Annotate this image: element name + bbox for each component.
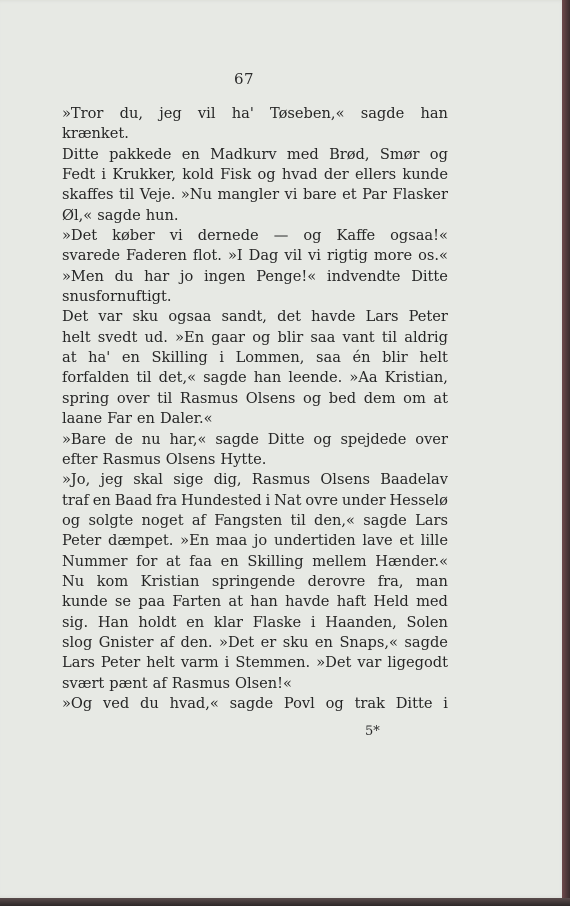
word: med: [416, 593, 448, 611]
text-line: [62, 165, 448, 185]
word: Far: [107, 410, 132, 428]
word: helt: [62, 328, 91, 346]
word: gaar: [211, 328, 246, 346]
word: Snaps,«: [339, 633, 398, 651]
word: at: [228, 593, 243, 611]
word: man: [415, 572, 448, 590]
word: efter: [62, 450, 98, 468]
word: derovre: [307, 572, 366, 590]
word: Par: [362, 186, 387, 204]
text-line: [62, 185, 448, 205]
word: undertiden: [273, 532, 356, 550]
word: svedt: [97, 328, 138, 346]
word: den.: [180, 633, 213, 651]
word: sagde: [203, 369, 247, 387]
text-line: [62, 674, 448, 694]
word: kold: [182, 166, 214, 184]
word: Brød,: [329, 145, 370, 163]
word: ogsaa: [168, 308, 212, 326]
word: helt: [146, 654, 175, 672]
word: Solen: [406, 613, 448, 631]
word: en: [220, 552, 239, 570]
word: Peter: [62, 532, 102, 550]
word: Skilling: [247, 552, 304, 570]
word: ogsaa!«: [390, 227, 448, 245]
word: forfalden: [62, 369, 130, 387]
word: havde: [311, 308, 356, 326]
text-line: [62, 368, 448, 388]
word: og: [303, 227, 322, 245]
word: en: [186, 613, 205, 631]
word: hvad,«: [169, 694, 219, 712]
word: »Det: [219, 633, 255, 651]
text-line: [62, 267, 448, 287]
word: en: [314, 633, 333, 651]
word: ellers: [355, 166, 397, 184]
word: dæmpet.: [108, 532, 174, 550]
word: Øl,«: [62, 206, 93, 224]
word: helt: [419, 349, 448, 367]
word: ingen: [204, 267, 246, 285]
word: Hytte.: [220, 450, 267, 468]
word: af: [152, 674, 167, 692]
word: havde: [285, 593, 330, 611]
word: Flasker: [392, 186, 448, 204]
word: Kaffe: [336, 227, 376, 245]
word: og: [252, 328, 271, 346]
word: »Tror: [62, 105, 104, 122]
word: at: [62, 349, 77, 367]
word: han: [253, 369, 282, 387]
text-line: [62, 531, 448, 551]
word: pænt: [109, 674, 148, 692]
text-line: [62, 694, 448, 714]
word: Hundested: [180, 491, 262, 509]
word: Kristian,: [384, 369, 448, 387]
word: kunde: [402, 166, 448, 184]
word: »En: [180, 532, 210, 550]
word: —: [273, 227, 289, 245]
word: ud.: [144, 328, 168, 346]
word: solgte: [88, 511, 134, 529]
word: var: [98, 308, 123, 326]
text-line: [62, 491, 448, 511]
word: med: [286, 145, 319, 163]
word: »I: [227, 247, 243, 265]
word: i: [443, 694, 448, 712]
text-line: [62, 206, 448, 226]
word: ligegodt: [387, 654, 448, 672]
word: Hesselø: [389, 491, 448, 509]
text-line: [62, 613, 448, 633]
word: Rasmus: [102, 450, 161, 468]
word: Dag: [248, 247, 279, 265]
word: hvad: [281, 166, 318, 184]
word: vi: [308, 247, 321, 265]
text-line: [62, 450, 448, 470]
word: Ditte: [267, 430, 305, 448]
word: Gnister: [98, 633, 154, 651]
word: Lars: [415, 511, 448, 529]
word: springende: [211, 572, 296, 590]
word: Han: [97, 613, 129, 631]
word: Peter: [100, 654, 141, 672]
word: paa: [138, 593, 166, 611]
word: han: [420, 105, 448, 122]
text-line: [62, 307, 448, 327]
word: jo: [253, 532, 268, 550]
word: Kristian: [140, 572, 200, 590]
word: Ditte: [411, 267, 448, 285]
word: Rasmus: [171, 674, 230, 692]
word: der: [323, 166, 349, 184]
word: os.«: [418, 247, 448, 265]
word: Lars: [62, 654, 95, 672]
word: saa: [316, 349, 341, 367]
word: vil: [284, 247, 303, 265]
word: køber: [112, 227, 155, 245]
word: »Aa: [349, 369, 378, 387]
word: var: [357, 654, 382, 672]
word: og: [325, 694, 344, 712]
text-line: [62, 653, 448, 673]
word: hun.: [145, 206, 179, 224]
word: »Nu: [180, 186, 212, 204]
word: den,«: [314, 511, 355, 529]
word: svarede: [62, 247, 121, 265]
word: det: [277, 308, 301, 326]
word: en: [121, 349, 140, 367]
word: blir: [277, 328, 304, 346]
word: krænket.: [62, 125, 129, 143]
word: har,«: [169, 430, 207, 448]
word: Olsen!«: [234, 674, 292, 692]
word: og: [62, 511, 81, 529]
word: flot.: [192, 247, 222, 265]
text-line: [62, 633, 448, 653]
word: sige: [173, 471, 204, 489]
word: Skilling: [151, 349, 208, 367]
word: du,: [119, 105, 143, 122]
word: er: [260, 633, 277, 651]
word: »Bare: [62, 430, 106, 448]
word: jo: [179, 267, 194, 285]
word: han: [250, 593, 278, 611]
word: Fisk: [220, 166, 252, 184]
word: Haanden,: [325, 613, 397, 631]
book-bottom-edge: [0, 898, 570, 906]
text-line: [62, 328, 448, 348]
word: under: [341, 491, 386, 509]
word: mellem: [312, 552, 367, 570]
word: Farten: [172, 593, 222, 611]
word: over: [415, 430, 448, 448]
text-line: [62, 124, 448, 144]
word: sku: [282, 633, 309, 651]
word: om: [403, 389, 426, 407]
text-line: [62, 430, 448, 450]
word: sagde: [215, 430, 259, 448]
word: til: [157, 389, 173, 407]
word: spejdede: [340, 430, 407, 448]
word: Olsens: [245, 389, 296, 407]
word: Rasmus: [251, 471, 311, 489]
word: sandt,: [221, 308, 267, 326]
word: holdt: [138, 613, 177, 631]
word: Faderen: [126, 247, 187, 265]
word: Krukker,: [112, 166, 176, 184]
signature-mark: 5*: [365, 724, 380, 739]
page-number: 67: [233, 70, 255, 88]
word: Det: [62, 308, 89, 326]
word: »Det: [316, 654, 352, 672]
word: maa: [215, 532, 248, 550]
word: lille: [420, 532, 448, 550]
word: skaffes: [62, 186, 114, 204]
word: svært: [62, 674, 105, 692]
word: Ditte: [395, 694, 433, 712]
word: Baad: [114, 491, 153, 509]
word: pakkede: [109, 145, 172, 163]
word: sagde: [360, 105, 405, 122]
word: Lommen,: [235, 349, 305, 367]
word: lave: [362, 532, 393, 550]
word: Veje.: [139, 186, 176, 204]
word: aldrig: [404, 328, 448, 346]
text-line: [62, 287, 448, 307]
word: traf: [62, 491, 89, 509]
word: klar: [213, 613, 244, 631]
text-line: [62, 552, 448, 572]
word: Flaske: [252, 613, 302, 631]
word: i: [224, 654, 230, 672]
word: Fedt: [62, 166, 96, 184]
text-line: [62, 348, 448, 368]
word: »Jo,: [62, 471, 91, 489]
word: Baadelav: [380, 471, 448, 489]
word: Hænder.«: [375, 552, 448, 570]
word: Nu: [62, 572, 85, 590]
word: leende.: [288, 369, 343, 387]
word: snusfornuftigt.: [62, 288, 172, 306]
word: sagde: [404, 633, 448, 651]
word: af: [191, 511, 206, 529]
word: et: [399, 532, 414, 550]
word: dem: [363, 389, 396, 407]
word: ha': [231, 105, 254, 122]
word: at: [165, 552, 181, 570]
word: til: [119, 186, 135, 204]
word: Fangsten: [214, 511, 283, 529]
word: laane: [62, 410, 103, 428]
word: blir: [382, 349, 408, 367]
word: spring: [62, 389, 110, 407]
word: nu: [141, 430, 161, 448]
word: Peter: [408, 308, 448, 326]
word: du: [140, 694, 159, 712]
word: »En: [175, 328, 205, 346]
word: har: [144, 267, 170, 285]
text-line: [62, 246, 448, 266]
word: vil: [197, 105, 216, 122]
word: noget: [141, 511, 184, 529]
word: faa: [189, 552, 212, 570]
word: sagde: [363, 511, 407, 529]
text-line: [62, 389, 448, 409]
word: Tøseben,«: [270, 105, 345, 122]
word: over: [116, 389, 150, 407]
word: se: [114, 593, 132, 611]
word: varm: [180, 654, 219, 672]
word: ha': [88, 349, 111, 367]
text-line: [62, 226, 448, 246]
word: skal: [133, 471, 163, 489]
word: trak: [354, 694, 385, 712]
word: til: [290, 511, 306, 529]
word: Stemmen.: [235, 654, 311, 672]
word: »Men: [62, 267, 104, 285]
word: en: [92, 491, 111, 509]
word: og: [429, 145, 448, 163]
word: vi: [284, 186, 298, 204]
word: Ditte: [62, 145, 99, 163]
word: og: [257, 166, 276, 184]
word: i: [219, 349, 224, 367]
word: sagde: [97, 206, 141, 224]
word: »Det: [62, 227, 98, 245]
word: af: [159, 633, 175, 651]
body-text: [62, 104, 448, 714]
word: Held: [373, 593, 409, 611]
word: i: [101, 166, 107, 184]
word: »Og: [62, 694, 93, 712]
word: Olsens: [165, 450, 216, 468]
word: Lars: [365, 308, 399, 326]
word: Povl: [283, 694, 315, 712]
word: Penge!«: [256, 267, 317, 285]
word: ovre: [305, 491, 338, 509]
word: ved: [103, 694, 130, 712]
text-line: [62, 470, 448, 490]
word: saa: [310, 328, 336, 346]
word: én: [352, 349, 371, 367]
word: til: [136, 369, 152, 387]
word: Nummer: [62, 552, 128, 570]
word: Olsens: [320, 471, 370, 489]
word: Madkurv: [210, 145, 277, 163]
word: i: [265, 491, 271, 509]
text-line: [62, 409, 448, 429]
word: et: [342, 186, 357, 204]
word: dig,: [213, 471, 242, 489]
word: sig.: [62, 613, 89, 631]
word: de: [114, 430, 133, 448]
word: fra: [156, 491, 178, 509]
text-line: [62, 592, 448, 612]
word: at: [433, 389, 448, 407]
word: Smør: [379, 145, 420, 163]
word: dernede: [197, 227, 259, 245]
word: til: [381, 328, 398, 346]
word: Rasmus: [179, 389, 239, 407]
word: Daler.«: [159, 410, 213, 428]
text-line: [62, 572, 448, 592]
word: indvendte: [326, 267, 401, 285]
word: for: [136, 552, 158, 570]
word: sku: [132, 308, 159, 326]
word: fra,: [377, 572, 404, 590]
word: i: [310, 613, 316, 631]
word: more: [373, 247, 413, 265]
word: en: [136, 410, 155, 428]
book-spine-edge: [562, 0, 570, 906]
word: og: [303, 389, 322, 407]
word: og: [313, 430, 332, 448]
word: haft: [336, 593, 367, 611]
word: bare: [302, 186, 337, 204]
word: vant: [342, 328, 375, 346]
word: bed: [328, 389, 357, 407]
word: du: [114, 267, 134, 285]
text-line: [62, 104, 448, 124]
word: kom: [96, 572, 129, 590]
text-line: [62, 511, 448, 531]
word: vi: [169, 227, 183, 245]
word: Nat: [274, 491, 302, 509]
word: en: [181, 145, 200, 163]
word: det,«: [158, 369, 197, 387]
word: rigtig: [326, 247, 368, 265]
word: sagde: [229, 694, 274, 712]
word: mangler: [217, 186, 280, 204]
text-line: [62, 145, 448, 165]
word: jeg: [159, 105, 182, 122]
word: slog: [62, 633, 93, 651]
word: jeg: [100, 471, 123, 489]
word: kunde: [62, 593, 108, 611]
